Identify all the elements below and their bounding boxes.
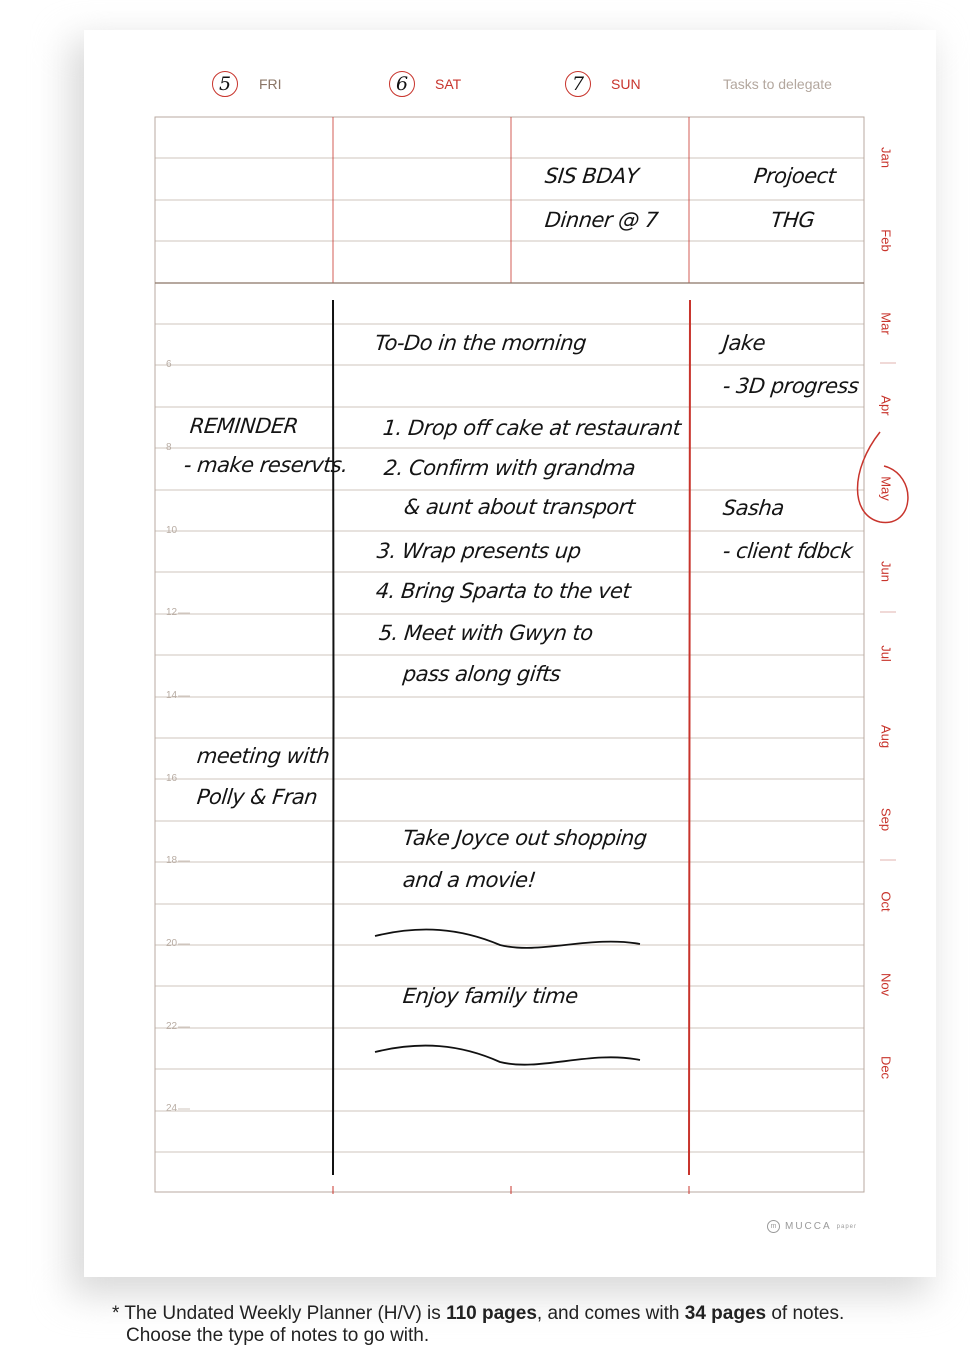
center-note-line: Take Joyce out shopping	[401, 826, 648, 850]
tasks-to-delegate-label: Tasks to delegate	[723, 76, 832, 92]
mucca-logo-icon: m	[767, 1220, 780, 1233]
day-number-badge: 7	[565, 71, 591, 97]
day-header-fri	[212, 70, 282, 98]
month-tab-jul[interactable]: Jul	[878, 645, 894, 662]
hour-label: 18	[166, 855, 178, 866]
center-note-line: 5. Meet with Gwyn to	[377, 621, 595, 645]
fri-note-line: meeting with	[195, 744, 331, 768]
day-number-badge: 5	[212, 71, 238, 97]
day-header-sun	[565, 70, 641, 98]
delegate-note-line: Sasha	[721, 496, 786, 520]
hour-label: 12	[166, 607, 178, 618]
tasks-note-line: THG	[769, 208, 816, 232]
delegate-note-line: Jake	[721, 331, 767, 355]
center-note-line: To-Do in the morning	[373, 331, 588, 355]
month-tab-apr[interactable]: Apr	[878, 395, 894, 416]
footnote	[112, 1303, 844, 1347]
day-header-sat	[389, 70, 461, 98]
month-tab-feb[interactable]: Feb	[878, 229, 894, 252]
month-tab-nov[interactable]: Nov	[878, 972, 894, 997]
center-note-line: & aunt about transport	[402, 495, 637, 519]
center-note-line: 4. Bring Sparta to the vet	[374, 579, 632, 603]
month-tab-jun[interactable]: Jun	[878, 561, 894, 582]
hour-label: 14	[166, 690, 178, 701]
sun-note-line: SIS BDAY	[543, 164, 640, 188]
tasks-note-line: Projoect	[752, 164, 837, 188]
fri-note-line: - make reservts.	[182, 453, 349, 477]
day-label: SAT	[435, 76, 462, 92]
brand-name: MUCCA	[785, 1221, 832, 1232]
fri-note-line: REMINDER	[188, 414, 300, 438]
month-tab-jan[interactable]: Jan	[878, 147, 894, 168]
hour-label: 24	[166, 1103, 178, 1114]
month-tab-aug[interactable]: Aug	[878, 724, 894, 749]
hour-label: 20	[166, 938, 178, 949]
hour-label: 8	[166, 442, 172, 453]
center-note-line: 3. Wrap presents up	[375, 539, 582, 563]
footnote-prefix: * The Undated Weekly Planner (H/V) is	[112, 1303, 447, 1324]
sun-note-line: Dinner @ 7	[543, 208, 660, 232]
delegate-note-line: - client fdbck	[721, 539, 854, 563]
footnote-suffix: of notes.	[766, 1303, 845, 1324]
month-tab-sep[interactable]: Sep	[878, 807, 894, 832]
day-label: SUN	[611, 76, 641, 92]
brand-logo	[767, 1220, 857, 1233]
center-note-line: 2. Confirm with grandma	[382, 456, 637, 480]
hour-label: 10	[166, 525, 178, 536]
footnote-line2: Choose the type of notes to go with.	[126, 1325, 430, 1346]
month-tab-may[interactable]: May	[878, 476, 894, 501]
center-note-line: pass along gifts	[401, 662, 562, 686]
month-tab-dec[interactable]: Dec	[878, 1055, 894, 1080]
fri-note-line: Polly & Fran	[195, 785, 319, 809]
month-tab-mar[interactable]: Mar	[878, 312, 894, 335]
footnote-pages: 110 pages	[446, 1303, 537, 1324]
day-label: FRI	[259, 76, 282, 92]
delegate-note-line: - 3D progress	[721, 374, 860, 398]
footnote-notes-pages: 34 pages	[684, 1303, 767, 1324]
footnote-middle: , and comes with	[536, 1303, 685, 1324]
center-note-line: Enjoy family time	[401, 984, 580, 1008]
hour-label: 6	[166, 359, 172, 370]
day-number-badge: 6	[389, 71, 415, 97]
brand-suffix: paper	[836, 1223, 858, 1230]
month-tab-oct[interactable]: Oct	[878, 891, 894, 912]
hour-label: 16	[166, 773, 178, 784]
center-note-line: and a movie!	[401, 868, 537, 892]
hour-label: 22	[166, 1021, 178, 1032]
center-note-line: 1. Drop off cake at restaurant	[381, 416, 682, 440]
